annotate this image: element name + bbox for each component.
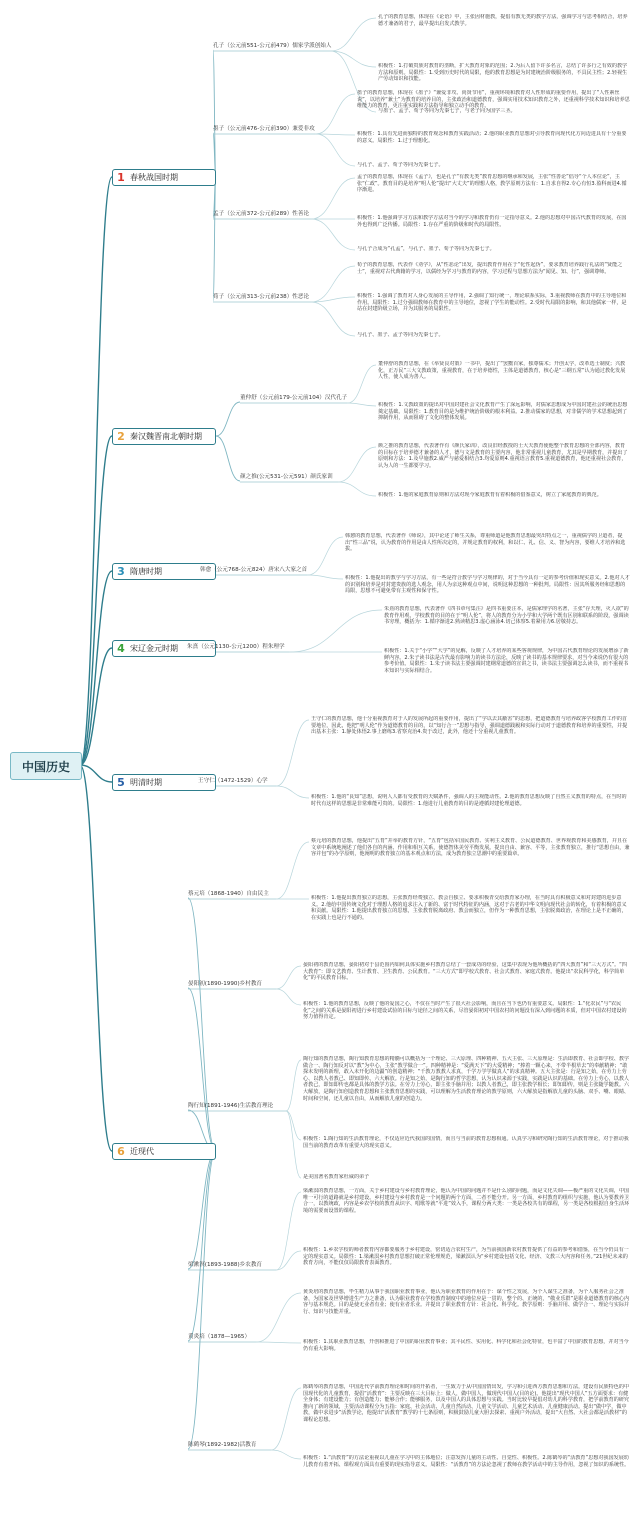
detail-text: 积极性：1.乡农学校的师者教育内容都要服务于乡村建设，密切适合农村生产，为当前我国新农村教育提供了有益的参考和借鉴，在当今仍具有一定的现实意义。局限性：1.梁漱溟乡村教育思想打破正常伦理规范，梁漱溟认为“乡村建设包括文化、经济、文教三大内容和任务。”21世纪未来的教育方向，不能仅仅局限教育表面教育。 — [303, 1247, 629, 1267]
person-detail-connector — [257, 1342, 301, 1343]
person-node[interactable]: 黄炎培（1878—1965） — [188, 1334, 251, 1340]
detail-text: 积极性：1.文教政策的提出对中国封建社会文化教育产生了深远影响，对儒家思想成为中国封建社会的统治思想奠定基础。局限性：1.教育目的是为维护统治阶级的根本利益。2.推动儒家的思想，对非儒学的学术思想起到了抑制作用，从而阻碍了文化的整体发展。 — [378, 402, 628, 422]
detail-text: 孔子的教育思想，体现在《论语》中，主张因材施教，提倡有教无类的教学方法，强调学习与思考相结合，培养德才兼备的君子，最早提出启发式教学。 — [378, 14, 628, 27]
person-node[interactable]: 朱熹（公元1130-公元1200）程朱理学 — [187, 644, 285, 650]
era-title: 隋唐时期 — [130, 567, 162, 576]
person-node[interactable]: 晏阳初(1890-1990)乡村教育 — [188, 981, 263, 987]
person-node[interactable]: 陈鹤琴(1892-1982)活教育 — [188, 1442, 257, 1448]
era-node-1[interactable] — [112, 169, 216, 186]
person-detail-connector — [286, 1060, 301, 1111]
root-node[interactable]: 中国历史 — [10, 752, 82, 780]
detail-text: 积极性：1.关于“小学”“大学”的见解，反映了人才培养的某些客观规律，为中国古代教育理论的发展增添了新鲜内容。2.朱子读书法是古代最有影响力的读书方法论，反映了读书的基本规律要求，对当今来说仍有很大的参考价值。局限性：1.朱子读书法主要强调封建纲常道德的宣讲之书，读书法主要强调怎么读书，而不重视书本知识与实际相结合。 — [384, 648, 629, 674]
detail-text: 与孔子、孟子、荀子等同为先秦七子。 — [357, 162, 444, 168]
person-detail-connector — [311, 302, 355, 336]
person-node[interactable]: 孟子（公元前372-公元前289）性善论 — [213, 211, 310, 217]
detail-text: 晏阳初的教育思想，晏阳初对于县范围内如何具体实施乡村教育总结了一套成功的经验，这集中表现为他所概括的“四大教育”和“三大方式”。“四大教育”：即文艺教育、生计教育、卫生教育、公民教育。“三大方式”即学校式教育、社会式教育、家庭式教育。他提出“农民科学化，科学简单化”的平民教育目标。 — [303, 962, 627, 982]
person-detail-connector — [271, 1450, 301, 1459]
era-person-connector — [188, 988, 216, 1151]
detail-text: 积极性：1.强调了教育对人身心发展的主导作用，2.强调了知行统一，理论联系实际，3.重视教师在教育中的主导地位和作用。局限性：1.过分强调教师在教育中的主导地位，忽视了学生的能动性。2.受时代局限的影响，和其他儒家一样，是站在封建阶级立场，并为其服务的局限性。 — [357, 293, 627, 313]
person-node[interactable]: 陶行知(1891-1946)生活教育理论 — [188, 1103, 274, 1109]
person-detail-connector — [331, 51, 376, 67]
era-person-connector — [188, 1151, 216, 1341]
detail-text: 荀子的教育思想，代表作《劝学》，从“性恶论”出发，提出教育作用在于“化性起伪”，要求教育培养践行礼法的“贤能之士”，重视对古代典籍的学习，以儒经为学习与教育的内容，学习过程与思想方法为“闻见、知、行”，强调尊师。 — [357, 262, 623, 275]
root-era-connector — [80, 765, 112, 782]
person-node[interactable]: 董仲舒（公元前179-公元前104）汉代孔子 — [240, 395, 348, 401]
era-person-connector — [213, 177, 216, 301]
person-detail-connector — [348, 403, 376, 406]
era-person-connector — [188, 1151, 216, 1269]
person-node[interactable]: 颜之推(公元531-公元591）颜氏家训 — [240, 474, 333, 480]
detail-text: 董仲舒的教育思想，在《举贤良对策》一书中，提出了“罢黜百家，独尊儒术；开创太学，改革选士制度；兴教化，正万民”三大文教政策，重视教育，在于培养德性，主体是道德教育，核心是“三纲五常”认为通过教化发展人性，使人成为善人。 — [378, 361, 626, 381]
person-detail-connector — [308, 575, 343, 579]
person-node[interactable]: 蔡元培（1868-1940）自由民主 — [188, 891, 269, 897]
era-number: 2 — [117, 430, 125, 443]
era-node-2[interactable] — [112, 428, 216, 445]
detail-text: 陈鹤琴的教育思想，中国近代学前教育理论和时间的开拓者，一生致力于从中国国情出发，学习和引进西方教育思想和方法，建设有民族特色的中国现代化的儿童教育，提倡“活教育”：主要反映在三大目标上：做人，做中国人，做现代中国人(目的论)。他提出“现代中国人”五方面要求：有健全身体；有建设能力；有创造能力；能够合作；能够服务，以及中国人的具体思想与实践。当时比较早提倡对幼儿的科学教育，把学前教育的研究推向了新的领域，主要活动课程分为五指：家庭、社会活动、儿童自然活动、儿童文学活动、儿童艺术活动、儿童健康活动。提出“做中学，做中教，做中求进步”活教学论，他提出“活教育”教学的十七条原则，积极鼓励儿童大胆去探索、重视户外活动，提出“大自然、大社会都是活教材”的课程论思想。 — [303, 1384, 630, 1423]
era-title: 近现代 — [130, 1147, 154, 1156]
root-era-connector — [80, 765, 112, 1151]
person-detail-connector — [276, 966, 301, 989]
era-person-connector — [188, 898, 216, 1151]
person-detail-connector — [348, 365, 376, 403]
era-person-connector — [216, 436, 240, 481]
root-era-connector — [80, 436, 112, 765]
era-number: 3 — [117, 565, 125, 578]
detail-text: 积极性：1.他的“良知”思想，说明人人都有受教育的天赋条件，强调人的主观能动性。2.他的教育思想反映了自然主义教育的特点，在当时的时代有这样的思想是非常难能可贵的。局限性：1.他进行儿童教育的目的是遵循封建伦理道德。 — [311, 794, 627, 807]
person-detail-connector — [276, 1251, 301, 1270]
detail-text: 积极性：1.“活教育”的方法论重视以儿童在学习中的主体地位；注意发挥儿童的主动性、自觉性、积极性。2.陈鹤琴的“活教育”思想对我国发展幼儿教育有着开拓、课程观方面具有重要的现实指导意义。局限性：“活教育”的方法论忽视了教师在教学活动中的主导作用，忽视了知识的系统性。 — [303, 1455, 630, 1468]
person-detail-connector — [276, 720, 309, 786]
person-detail-connector — [338, 447, 376, 482]
person-detail-connector — [257, 1293, 301, 1342]
era-person-connector — [188, 1151, 216, 1449]
detail-text: 墨子的教育思想，体现在《墨子》“兼爱非攻、尚贤节用”，重视环境和教育对人性形成的重要作用，提出了“人性素丝说”，以培养“兼士”为教育的培养目的，主张政治和道德教育，强调实用技术知识教育之外，还重视科学技术知识和培养思维能力的教育，更注重实践和方法指导和独立动手的教育。 — [357, 90, 630, 110]
person-detail-connector — [276, 786, 309, 798]
detail-text: 与墨子、孟子、荀子等同为先秦七子，与老子同为国学三圣。 — [378, 108, 516, 114]
era-title: 宋辽金元时期 — [130, 644, 178, 653]
detail-text: 积极性：1.打破贵族对教育的垄断，扩大教育对象的范围；2.为后人留下许多名言，总结了许多行之有效的教学方法和原则。局限性：1.受到历史时代的局限，他的教育思想是为封建统治阶级服务的，不具民主性；2.轻视生产劳动知识和技能。 — [378, 63, 628, 83]
era-number: 1 — [117, 171, 125, 184]
person-detail-connector — [276, 989, 301, 1005]
person-detail-connector — [286, 1111, 301, 1178]
person-detail-connector — [316, 134, 355, 166]
person-detail-connector — [338, 482, 376, 496]
detail-text: 蔡元培的教育思想，他提出“五育”并举的教育方针，“五育”包括军国民教育、实利主义教育、公民道德教育、世界观教育和美感教育，并且在文章中系统地阐述了他们各自的内涵、作用和相互关系，使德智体美劳平衡发展。提出自由、兼容、平等，主张教育独立，推行“思想自由，兼容并包”的办学原则，他阐明的教育独立的基本观点和方法，成为教育独立思潮中的重要篇章。 — [311, 838, 630, 858]
detail-text: 梁漱溟的教育思想，一方面，关于乡村建设与乡村教育理论，他认为中国的问题并不是什么别的问题，而是文化失调——极严重的文化失调，中国唯一可行的道路就是乡村建设。乡村建设与乡村教育是一个问题的两个方面，二者不能分开。另一方面，乡村教育的组织与实施，他认为要教养卫合一，以教统政，内容是乡农学校的教育从识字、唱歌等就“平进”效入手，课程分两大类：一类是各校共有的课程，另一类是各校根据自身生活环境的需要而设置的课程。 — [303, 1188, 630, 1214]
person-node[interactable]: 荀子（公元前313-公元前238）性恶论 — [213, 294, 310, 300]
detail-text: 积极性：1.其职业教育思想，开创和推进了中国的职业教育事业；其平民性、实用化、科学化和社会化特征，也丰富了中国的教育思想，并对当今仍有重大影响。 — [303, 1339, 629, 1352]
detail-text: 积极性：1.具有先进而独特的教育观念和教育实践活动；2.他的职业教育思想对引导教育向现代化方向迈进具有十分重要的意义。局限性：1.过于理想化。 — [357, 131, 627, 144]
detail-text: 王守仁的教育思想，他十分重视教育对于人的发展所起的重要作用，提出了“学以去其蔽害”的思想，把道德教育与培养政客学校教育工作的首要地位，因此，他把“明人伦”作为道德教育的目的，以“知行合一”思想与指导，强调道德践履和实际行动对于道德教育和培养的重要性，并提出基本主张：1.静处体悟2.事上磨练3.省察克治4.贵于改过，此外，他还十分重视儿童教育。 — [311, 716, 628, 736]
person-detail-connector — [308, 537, 343, 575]
person-detail-connector — [311, 297, 355, 302]
person-detail-connector — [276, 842, 309, 899]
detail-text: 黄炎培的教育思想，毕生精力从事于我国职业教育事业，他认为职业教育的作用在于：谋个性之发展，为个人谋生之准备，为个人服务社会之准备，为国家及世界增进生产力之准备，认为职业教育在学校教育制度中的地位应是一贯的，整个的、正统的，“敬业乐群”是职业道德教育的核心内容与基本规范。目的是使无业者有业；使有业者乐业。并提出了职业教育方针：社会化、科学化。教学原则：手脑并用、做学合一、理论与实际并行、知识与技能并重。 — [303, 1289, 630, 1315]
person-node[interactable]: 梁漱溟(1893-1988)乡农教育 — [188, 1262, 263, 1268]
era-number: 5 — [117, 776, 125, 789]
person-detail-connector — [271, 1388, 301, 1450]
detail-text: 颜之推的教育思想，代表著作有《颜氏家训》，改良旧经教授的士大夫教育使他整个教育思想的全部内容，教育的目标在于培养德才兼备的人才，德与文是教育的主要内容，他非常重视儿童教育，尤其是早期教育，并提出了原则和方法：1.及早施教2.威严与慈爱相结合3.均爱原则4.重视语言教育5.重视道德教育，他还重视社会教育，认为人的一生都要学习。 — [378, 443, 628, 469]
person-detail-connector — [290, 610, 382, 652]
detail-text: 积极性：1.他的家庭教育原则和方法对现今家庭教育有着积极的借鉴意义，树立了家庭教育的典范。 — [378, 492, 602, 498]
detail-text: 积极性：1.他强调学习方法和教学方法对当今的学习和教育仍有一定指导意义。2.他的思想对中国古代教育的发展，在国外也得到广泛传播。局限性：1.存在严重的阶级和时代的局限性。 — [357, 215, 627, 228]
person-node[interactable]: 王守仁（1472-1529）心学 — [198, 778, 268, 784]
detail-text: 积极性：1.他提出的教学与学习方法，有一些是符合教学与学习规律的，对于当今具有一定的参考价值和现实意义。2.他对人才的识别和培养是对封建贵族的选人观念，用人为亲这种观点中间，说明这种思想的一种批判。局限性：因其所服务经和思想的局限，思想不可避免带有主观性和保守性。 — [345, 575, 630, 595]
person-detail-connector — [316, 134, 355, 135]
person-detail-connector — [276, 1192, 301, 1270]
person-detail-connector — [316, 94, 355, 134]
detail-text: 是美国著名教育家杜威的弟子 — [303, 1174, 370, 1180]
root-era-connector — [80, 177, 112, 765]
era-person-connector — [213, 50, 216, 177]
era-node-6[interactable] — [112, 1143, 216, 1160]
detail-text: 朱熹的教育思想，代表著作《四书章句集注》是四书重要注本，是儒家理学的名著，主张“存天理，灭人欲”的教育作用观，学校教育的目的在于“明人伦”，将人的教育分为小学和大学两个既有区别和联系的阶段，强调读书穷理，概括为：1.循序渐进2.熟读精思3.虚心涵泳4.切己体察5.着紧用力6.居敬持志。 — [384, 606, 629, 626]
detail-text: 韩愈的教育思想，代表著作《师说》，其中论述了师生关系，尊重师道是他教育思想最突出特点之一，重视儒学的卫道者，提出“性三品”说，认为教育的作用是由人性所决定的，并规定教育的权利，和以仁、礼、信、义、智为内容，要维人才培养和选拔。 — [345, 533, 626, 553]
root-era-connector — [80, 648, 112, 765]
era-number: 6 — [117, 1145, 125, 1158]
person-detail-connector — [311, 219, 355, 250]
person-detail-connector — [311, 178, 355, 219]
person-node[interactable]: 韩愈（公元768-公元824）唐宋八大家之首 — [200, 567, 308, 573]
detail-text: 积极性：1.他的教育思想，反映了他的爱国之心，不仅在当时产生了很大社会影响，而且在当下也仍有重要意义。局限性：1.“化农民”与“农民化”之间的关系是晏阳初进行乡村建设试验的目标与途径之间的关系，尽管晏阳初对中国农村的问题没有深入到问题的本质，但对中国农村建设的努力值得肯定。 — [303, 1001, 627, 1021]
detail-text: 积极性：1.陶行知的生活教育理论，不仅适应近代我国的国情，而且与当前的教育思想相通。认真学习和研究陶行知的生活教育理论，对于推动我国当前的教育改革有重要大的现实意义。 — [303, 1136, 629, 1149]
person-detail-connector — [286, 1111, 301, 1140]
person-detail-connector — [311, 266, 355, 302]
detail-text: 积极性：1.他提出教育独立的思想，主张教育经费独立、教会自独立、要求积极青交给教育家办理，在当时具有积极意义和对封建的进步意义。2.他给中国传统文化对于理想人格的追求注入了新的、富于时代特征的内涵，这对于古老的中华文明向现代社会的转化，有着积极的意义和贡献。局限性：1.他提出教育独立的思想，主张教育脱离政府、教会而独立，但作为一种教育思想，主张脱离政治，在理论上是不正确的，在实践上也是行不通的。 — [311, 895, 627, 921]
root-era-connector — [80, 571, 112, 765]
era-title: 春秋战国时期 — [130, 173, 178, 182]
era-title: 明清时期 — [130, 778, 162, 787]
person-detail-connector — [331, 18, 376, 51]
detail-text: 与孔子、墨子、孟子等同为先秦七子。 — [357, 332, 444, 338]
era-number: 4 — [117, 642, 125, 655]
person-node[interactable]: 孔子（公元前551-公元前479）儒家学派创始人 — [213, 43, 332, 49]
detail-text: 孟子的教育思想，体现在《孟子》，也是孔子“有教无类”教育思想的继承和发展，主张“性善论”倡导“个人本位论”，主张“仁政”。教育目的是培养“明人伦”提出“大丈夫”的理想人格，教学原则方法有：1.自求自得2.专心有恒3.盈科而进4.循序渐进。 — [357, 174, 627, 194]
era-title: 秦汉魏晋南北朝时期 — [130, 432, 202, 441]
era-person-connector — [216, 402, 240, 436]
detail-text: 与孔子合成为“孔孟”，与孔子、墨子、荀子等同为先秦七子。 — [357, 246, 495, 252]
person-node[interactable]: 墨子（公元前476-公元前390）兼爱非攻 — [213, 126, 315, 132]
detail-text: 陶行知的教育思想，陶行知教育思想的精髓可以概括为一个理论、三大原理、四种精神、五大主张、三大原理是：生活即教育、社会即学校、教学做合一、陶行知反对以“教”为中心，主张“教学做合一”。四种精神是：“爱满天下”的大爱精神；“捧着一颗心来，不带半根草去”的奉献精神；“敢探未发明的新理，敢入未开化的边疆”的创造精神；“千教万教教人求真，千学万学学做真人”的求真精神。五大主张是：行是知之始，在劳力上劳心、以教人者教己、即知即传、六大解放。行是知之始，是陶行知的哲学思想，认为认识来源于实践，实践是认识的基础。在劳力上劳心，以教人者教己，即知即传也都是具体的教学方法。在劳力上劳心，即主张手脑并用；以教人者教己，即主张教学相长；即知即传，则是主张随学随教。六大解放，是陶行知创造教育思想和主张教育思想的实践，可以理解为生活教育理论的教学原则，六大解放是指解放儿童的头脑、双手、嘴、眼睛、时间和空间，还儿童以自由，从而解放儿童的创造力。 — [303, 1056, 630, 1102]
